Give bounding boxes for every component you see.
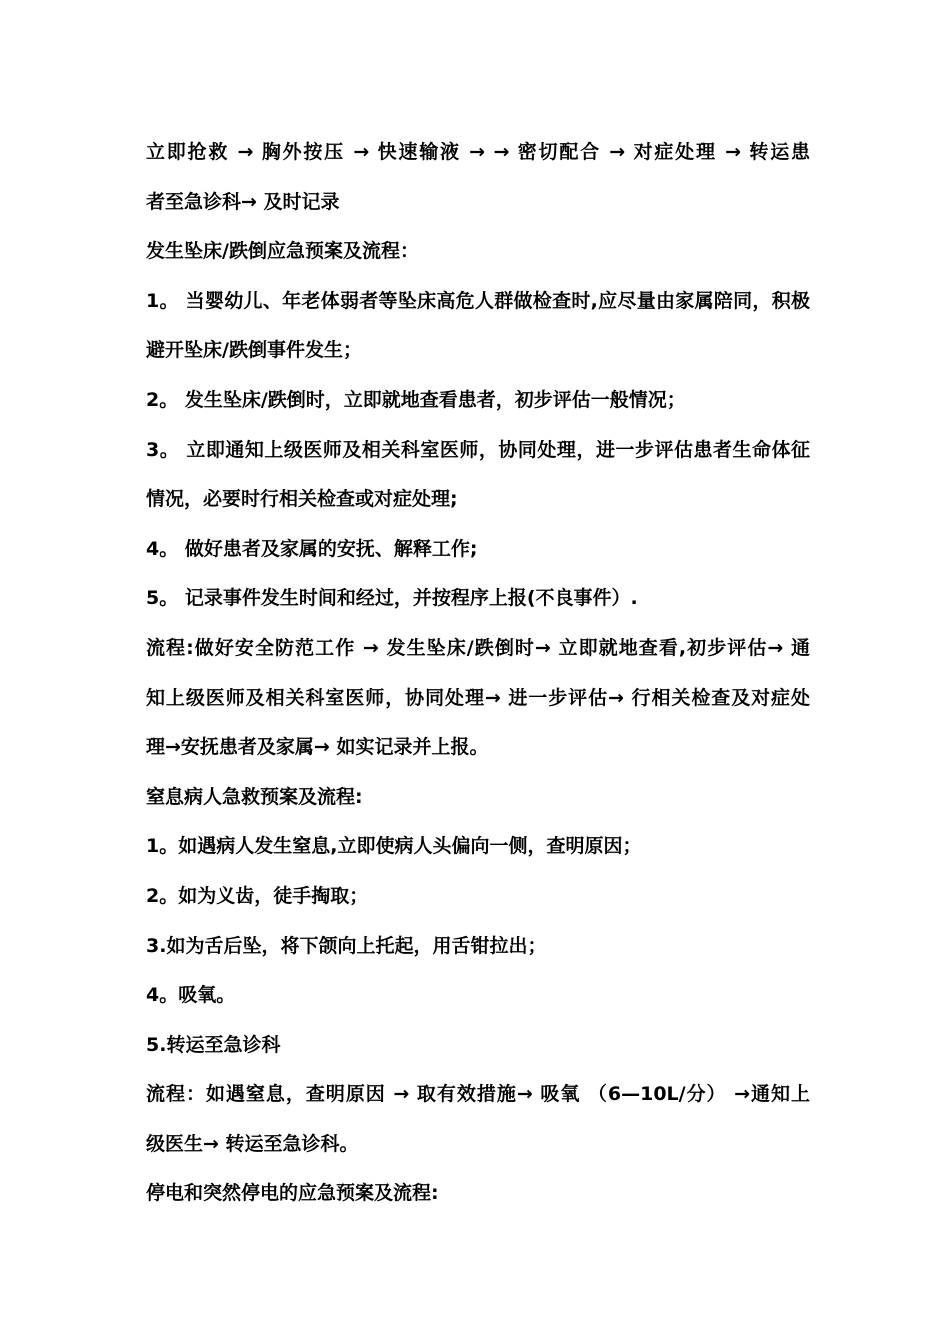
text-line: 1。 当婴幼儿、年老体弱者等坠床高危人群做检查时,应尽量由家属陪同，积极 — [146, 289, 810, 312]
text-line: 立即抢救 → 胸外按压 → 快速输液 → → 密切配合 → 对症处理 → 转运患 — [146, 141, 810, 163]
text-line: 3。 立即通知上级医师及相关科室医师，协同处理，进一步评估患者生命体征 — [146, 438, 810, 461]
text-line: 级医生→ 转运至急诊科。 — [146, 1132, 359, 1155]
text-line: 2。 发生坠床/跌倒时，立即就地查看患者，初步评估一般情况； — [146, 388, 686, 411]
section-heading: 停电和突然停电的应急预案及流程: — [146, 1182, 439, 1205]
text-line: 者至急诊科→ 及时记录 — [146, 190, 340, 213]
section-heading: 窒息病人急救预案及流程: — [146, 785, 363, 808]
text-line: 5.转运至急诊科 — [146, 1033, 281, 1056]
text-line: 3.如为舌后坠，将下颌向上托起，用舌钳拉出； — [146, 934, 547, 957]
text-line: 流程：如遇窒息，查明原因 → 取有效措施→ 吸氧 （6—10L/分） →通知上 — [146, 1083, 810, 1106]
text-line: 2。如为义齿，徒手掏取； — [146, 884, 369, 907]
text-line: 情况，必要时行相关检查或对症处理; — [146, 488, 458, 511]
section-heading: 发生坠床/跌倒应急预案及流程： — [146, 240, 419, 263]
text-line: 5。 记录事件发生时间和经过，并按程序上报(不良事件）. — [146, 587, 638, 610]
text-line: 理→安抚患者及家属→ 如实记录并上报。 — [146, 736, 489, 759]
text-line: 知上级医师及相关科室医师，协同处理→ 进一步评估→ 行相关检查及对症处 — [146, 686, 810, 709]
text-line: 4。 做好患者及家属的安抚、解释工作; — [146, 537, 478, 560]
document-page — [146, 128, 810, 1219]
text-line: 1。如遇病人发生窒息,立即使病人头偏向一侧，查明原因； — [146, 835, 642, 858]
text-line: 流程:做好安全防范工作 → 发生坠床/跌倒时→ 立即就地查看,初步评估→ 通 — [146, 636, 810, 659]
text-line: 避开坠床/跌倒事件发生； — [146, 339, 362, 362]
text-line: 4。吸氧。 — [146, 984, 236, 1007]
